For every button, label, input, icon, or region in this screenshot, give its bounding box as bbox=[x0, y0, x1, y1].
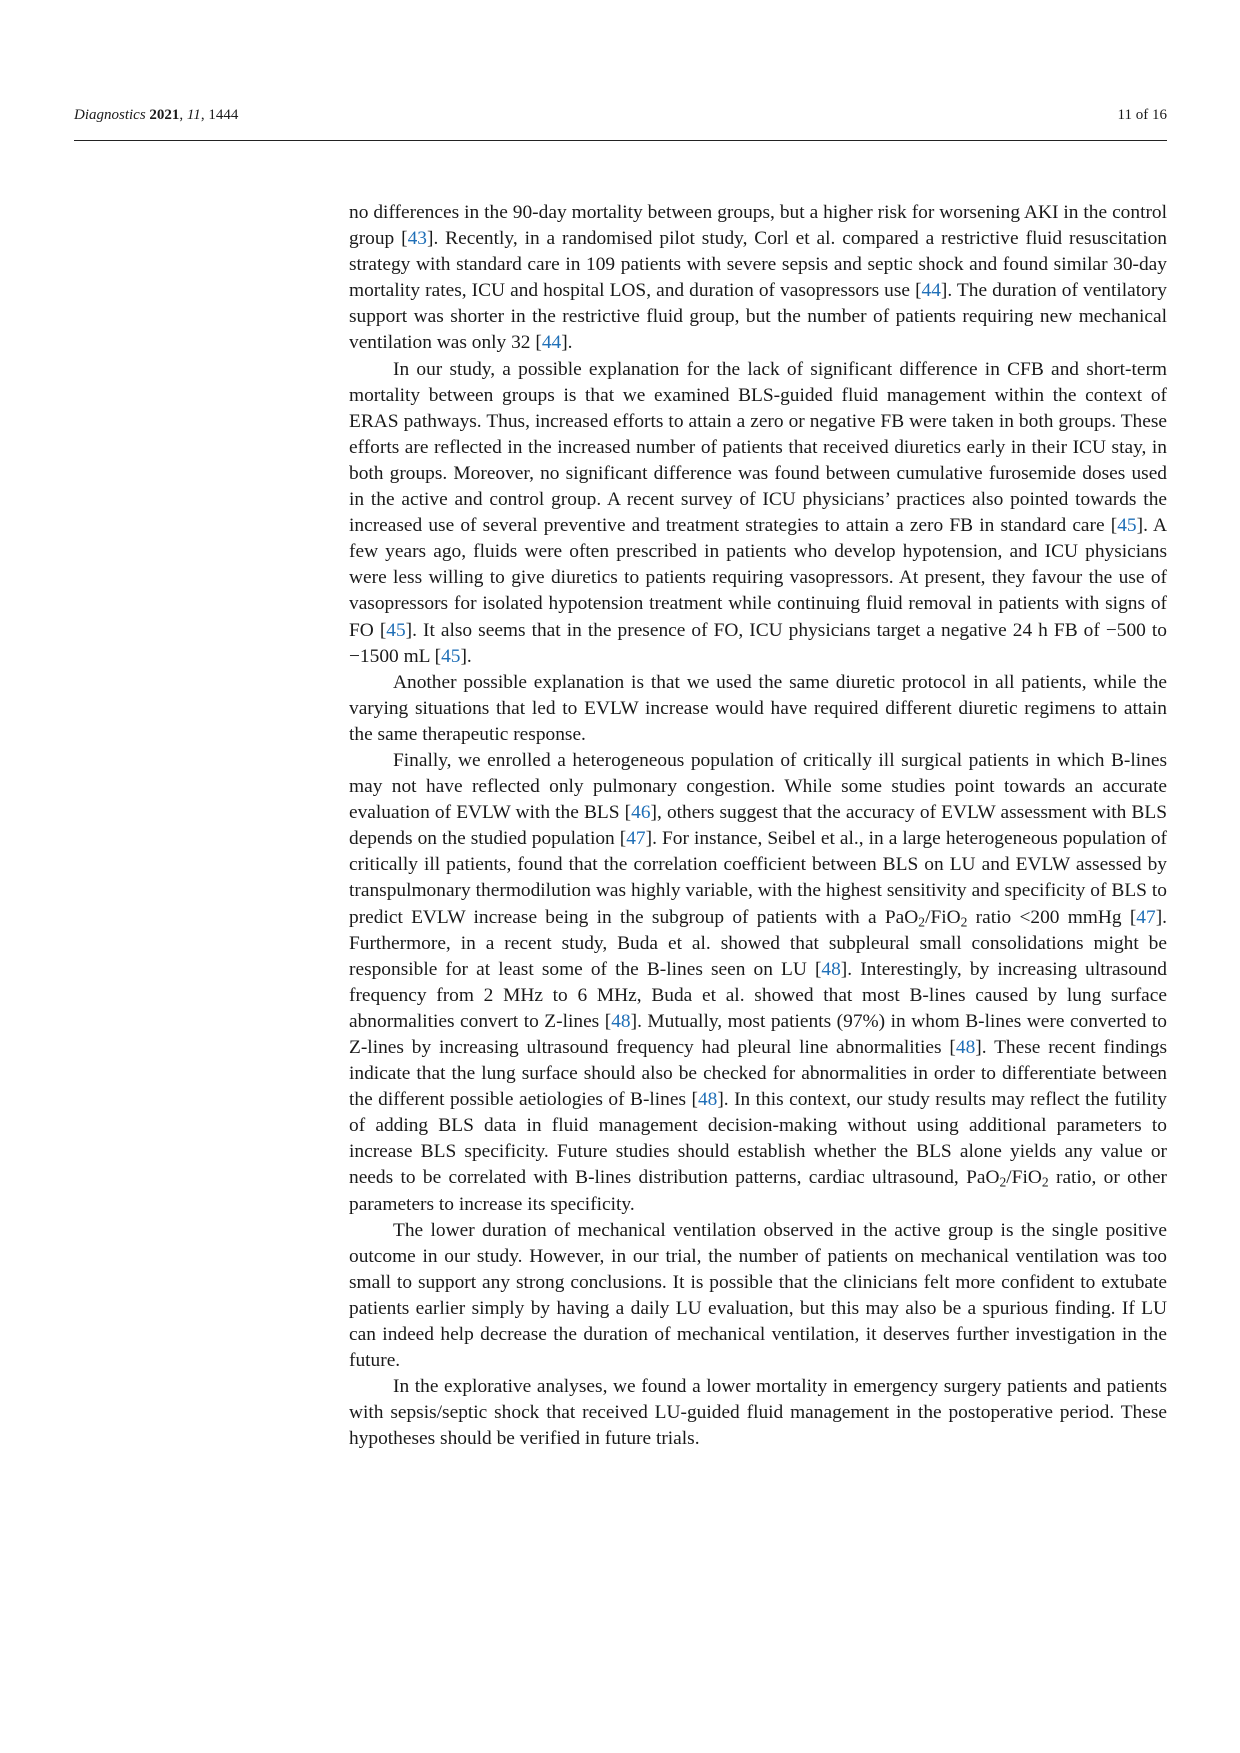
text-run: In our study, a possible explanation for the lack of significant difference in CFB and short-term mortality between groups is that we examined BLS-guided fluid management within the context of ERAS pathways. Thus, increased efforts to attain a zero or negative FB were taken in both groups. These efforts are reflected in the increased number of patients that received diuretics early in their ICU stay, in both groups. Moreover, no significant difference was found between cumulative furosemide doses used in the active and control group. A recent survey of ICU physicians’ practices also pointed towards the increased use of several preventive and treatment strategies to attain a zero FB in standard care [ bbox=[349, 358, 1167, 537]
journal-name: Diagnostics bbox=[74, 107, 146, 123]
text-run: ]. It also seems that in the presence of FO, ICU physicians target a negative 24 h FB of −500 to −1500 mL [ bbox=[349, 619, 1167, 667]
citation-link[interactable]: 45 bbox=[441, 645, 461, 667]
body-text bbox=[349, 200, 1167, 1453]
text-run: ]. bbox=[561, 332, 573, 354]
citation-link[interactable]: 48 bbox=[697, 1089, 718, 1111]
paragraph bbox=[349, 200, 1167, 357]
text-run: Finally, we enrolled a heterogeneous population of critically ill surgical patients in which B-lines may not have reflected only pulmonary congestion. While some studies point towards an accurate evaluation of EVLW with the BLS [ bbox=[349, 749, 1167, 824]
page-number: 11 of 16 bbox=[1117, 107, 1167, 123]
publication-year: 2021 bbox=[149, 107, 180, 123]
text-run: /FiO bbox=[925, 906, 961, 928]
text-run: ], others suggest that the accuracy of EVLW assessment with BLS depends on the studied population [ bbox=[349, 802, 1167, 850]
text-run: no differences in the 90-day mortality between groups, but a higher risk for worsening AKI in the control group [ bbox=[349, 202, 1167, 250]
journal-citation: Diagnostics 2021, 11, 1444 bbox=[74, 107, 239, 123]
citation-link[interactable]: 46 bbox=[631, 802, 651, 824]
text-run: ]. The duration of ventilatory support was shorter in the restrictive fluid group, but the number of patients requiring new mechanical ventilation was only 32 [ bbox=[349, 280, 1167, 354]
text-run: /FiO bbox=[1006, 1167, 1042, 1189]
subscript: 2 bbox=[1041, 1174, 1049, 1190]
text-run: ]. Furthermore, in a recent study, Buda et al. showed that subpleural small consolidations might be responsible for at least some of the B-lines seen on LU [ bbox=[349, 906, 1167, 980]
volume-number: 11 bbox=[186, 107, 201, 123]
text-run: ]. Mutually, most patients (97%) in whom B-lines were converted to Z-lines by increasing ultrasound frequency had pleural line abnormalities [ bbox=[349, 1010, 1167, 1058]
citation-link[interactable]: 45 bbox=[386, 619, 406, 641]
text-run: ]. For instance, Seibel et al., in a large heterogeneous population of critically ill patients, found that the correlation coefficient between BLS on LU and EVLW assessed by transpulmonary thermodilution was highly variable, with the highest sensitivity and specificity of BLS to predict EVLW increase being in the subgroup of patients with a PaO bbox=[349, 828, 1167, 928]
subscript: 2 bbox=[918, 913, 926, 929]
text-run: ]. These recent findings indicate that the lung surface should also be checked for abnormalities in order to differentiate between the different possible aetiologies of B-lines [ bbox=[349, 1037, 1167, 1111]
citation-link[interactable]: 48 bbox=[821, 958, 841, 980]
citation-link[interactable]: 44 bbox=[541, 332, 562, 354]
text-run: ]. Interestingly, by increasing ultrasound frequency from 2 MHz to 6 MHz, Buda et al. showed that most B-lines caused by lung surface abnormalities convert to Z-lines [ bbox=[349, 958, 1167, 1032]
text-run: In the explorative analyses, we found a lower mortality in emergency surgery patients and patients with sepsis/septic shock that received LU-guided fluid management in the postoperative period. These hypotheses should be verified in future trials. bbox=[349, 1376, 1167, 1450]
text-run: Another possible explanation is that we used the same diuretic protocol in all patients, while the varying situations that led to EVLW increase would have required different diuretic regimens to attain the same therapeutic response. bbox=[349, 671, 1167, 745]
paragraph bbox=[349, 748, 1167, 1218]
citation-link[interactable]: 43 bbox=[407, 228, 427, 250]
citation-link[interactable]: 44 bbox=[921, 280, 941, 302]
text-run: ]. In this context, our study results may reflect the futility of adding BLS data in fluid management decision-making without using additional parameters to increase BLS specificity. Future studies should establish whether the BLS alone yields any value or needs to be correlated with B-lines distribution patterns, cardiac ultrasound, PaO bbox=[349, 1089, 1168, 1189]
paragraph bbox=[349, 357, 1167, 670]
text-run: ratio, or other parameters to increase its specificity. bbox=[349, 1167, 1168, 1215]
citation-link[interactable]: 45 bbox=[1117, 515, 1137, 537]
citation-link[interactable]: 48 bbox=[955, 1037, 976, 1058]
paragraph bbox=[349, 670, 1167, 748]
text-run: ratio <200 mmHg [ bbox=[967, 906, 1137, 928]
subscript: 2 bbox=[960, 913, 968, 929]
citation-link[interactable]: 48 bbox=[611, 1010, 631, 1032]
text-run: ]. bbox=[460, 645, 472, 667]
subscript: 2 bbox=[999, 1174, 1007, 1190]
paragraph bbox=[349, 1374, 1167, 1452]
text-run: The lower duration of mechanical ventilation observed in the active group is the single positive outcome in our study. However, in our trial, the number of patients on mechanical ventilation was too small to support any strong conclusions. It is possible that the clinicians felt more confident to extubate patients earlier simply by having a daily LU evaluation, but this may also be a spurious finding. If LU can indeed help decrease the duration of mechanical ventilation, it deserves further investigation in the future. bbox=[349, 1219, 1167, 1372]
page-header bbox=[74, 104, 1167, 141]
citation-link[interactable]: 47 bbox=[1136, 906, 1156, 928]
paragraph bbox=[349, 1218, 1167, 1375]
text-run: ]. Recently, in a randomised pilot study, Corl et al. compared a restrictive fluid resuscitation strategy with standard care in 109 patients with severe sepsis and septic shock and found similar 30-day mortality rates, ICU and hospital LOS, and duration of vasopressors use [ bbox=[349, 228, 1168, 302]
citation-link[interactable]: 47 bbox=[626, 828, 646, 850]
article-number: 1444 bbox=[208, 107, 239, 123]
text-run: ]. A few years ago, fluids were often prescribed in patients who develop hypotension, and ICU physicians were less willing to give diuretics to patients requiring vasopressors. At present, they favour the use of vasopressors for isolated hypotension treatment while continuing fluid removal in patients with signs of FO [ bbox=[349, 515, 1168, 641]
